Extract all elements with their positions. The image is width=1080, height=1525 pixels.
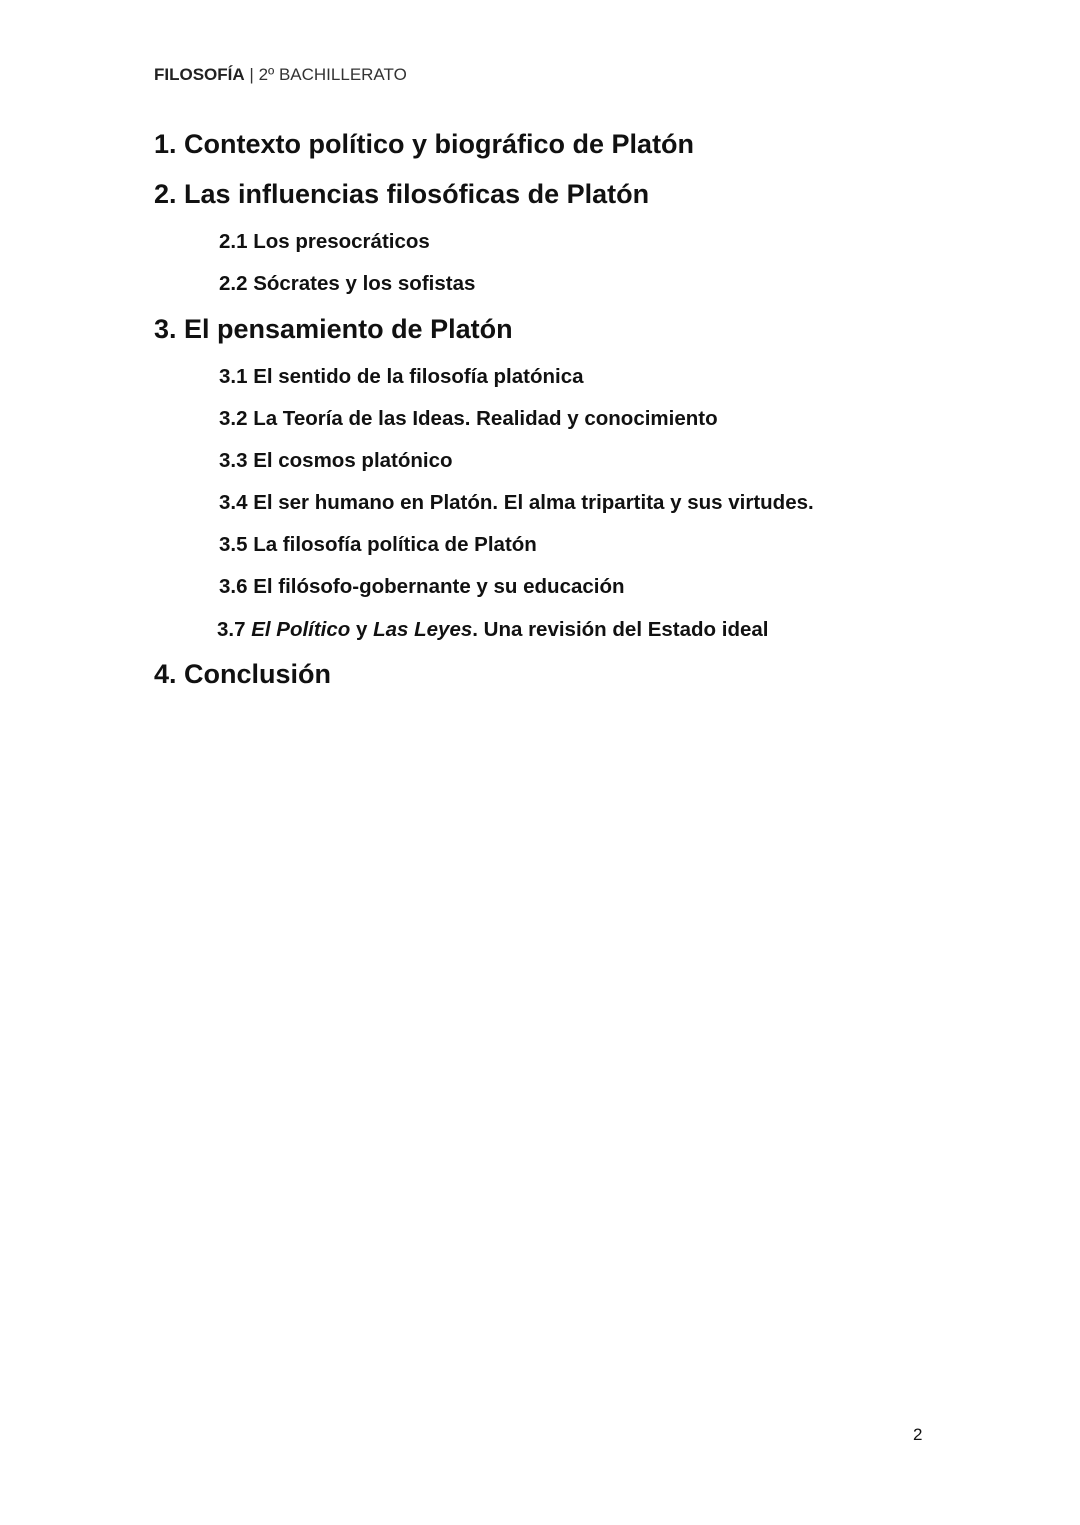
toc-section-3-2: 3.2 La Teoría de las Ideas. Realidad y conocimiento (219, 407, 718, 430)
toc-section-4: 4. Conclusión (154, 659, 332, 689)
toc-section-3-7 (217, 618, 768, 642)
toc-section-3-5: 3.5 La filosofía política de Platón (219, 533, 537, 556)
toc-section-2-2: 2.2 Sócrates y los sofistas (219, 272, 476, 295)
toc-section-3-6: 3.6 El filósofo-gobernante y su educación (219, 575, 625, 598)
toc-section-1: 1. Contexto político y biográfico de Platón (154, 129, 695, 159)
page-number: 2 (913, 1425, 923, 1444)
toc-section-2: 2. Las influencias filosóficas de Platón (154, 179, 650, 209)
toc-3-7-work-politico: El Político (251, 618, 351, 641)
header-course: 2º BACHILLERATO (258, 65, 407, 84)
toc-section-3-1: 3.1 El sentido de la filosofía platónica (219, 365, 584, 388)
header-subject: FILOSOFÍA (154, 65, 245, 84)
toc-3-7-rest: . Una revisión del Estado ideal (472, 618, 769, 641)
toc-3-7-conjunction: y (350, 618, 374, 641)
toc-section-2-1: 2.1 Los presocráticos (219, 230, 430, 253)
toc-3-7-number: 3.7 (217, 618, 252, 641)
toc-3-7-work-leyes: Las Leyes (373, 618, 473, 641)
toc-section-3-3: 3.3 El cosmos platónico (219, 449, 453, 472)
toc-section-3-4: 3.4 El ser humano en Platón. El alma tripartita y sus virtudes. (219, 491, 814, 514)
toc-section-3: 3. El pensamiento de Platón (154, 314, 513, 344)
header-separator: | (249, 65, 254, 84)
page-header (154, 65, 407, 85)
